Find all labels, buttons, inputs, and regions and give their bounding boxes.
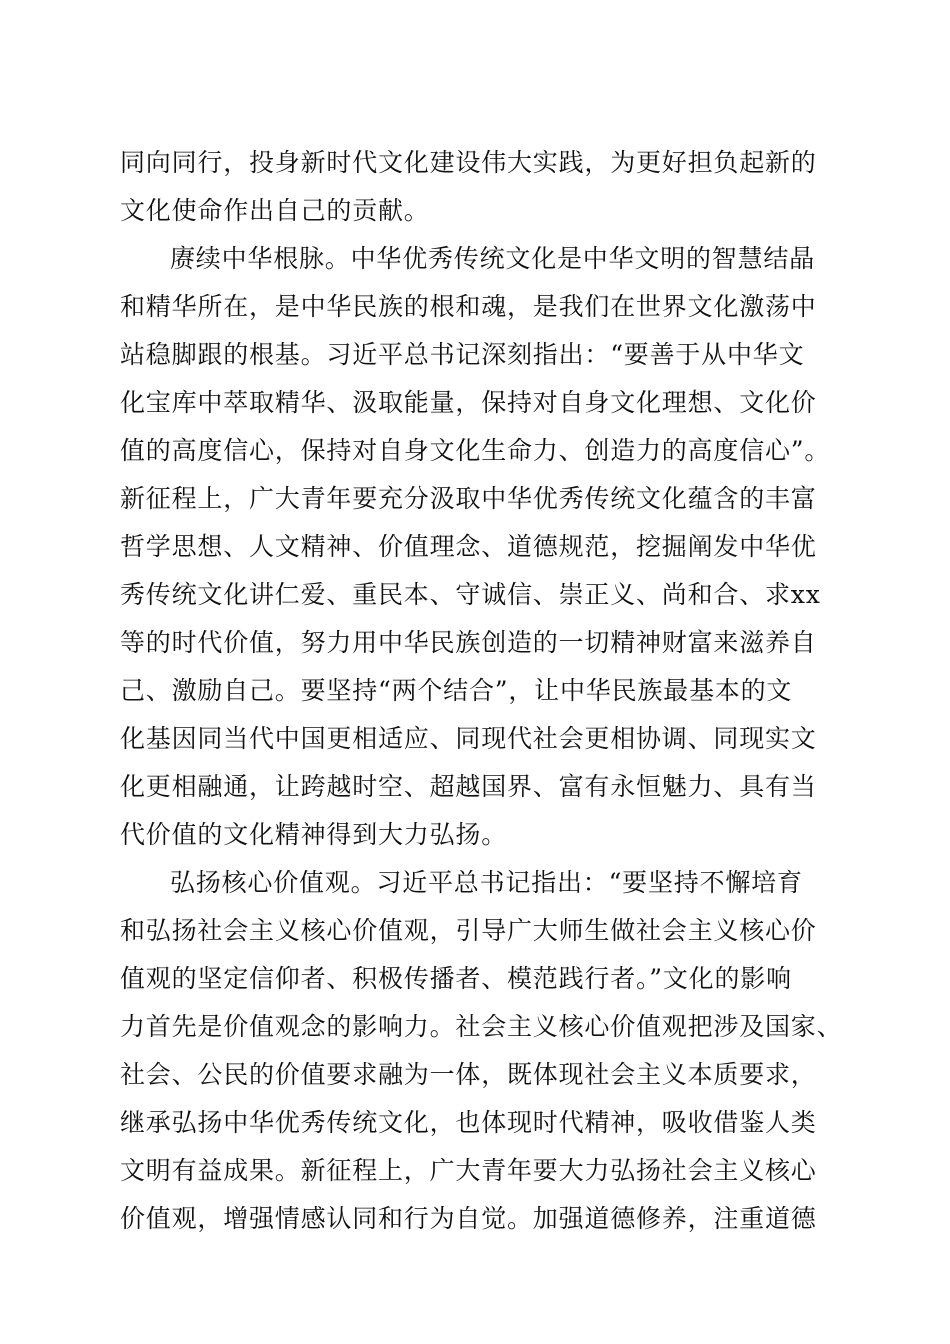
text-line: 哲学思想、人文精神、价值理念、道德规范，挖掘阐发中华优	[120, 532, 817, 561]
text-line: 化宝库中萃取精华、汲取能量，保持对自身文化理想、文化价	[120, 388, 817, 417]
text-line: 和精华所在，是中华民族的根和魂，是我们在世界文化激荡中	[120, 292, 817, 321]
text-line: 文化使命作出自己的贡献。	[120, 196, 430, 225]
section-heading-line: 弘扬核心价值观。习近平总书记指出：“要坚持不懈培育	[170, 868, 803, 897]
document-body	[120, 139, 843, 1243]
text-line: 价值观，增强情感认同和行为自觉。加强道德修养，注重道德	[120, 1204, 817, 1233]
text-line: 力首先是价值观念的影响力。社会主义核心价值观把涉及国家、	[120, 1012, 843, 1041]
text-line: 化基因同当代中国更相适应、同现代社会更相协调、同现实文	[120, 724, 817, 753]
text-line: 秀传统文化讲仁爱、重民本、守诚信、崇正义、尚和合、求xx	[120, 580, 821, 609]
text-line: 继承弘扬中华优秀传统文化，也体现时代精神，吸收借鉴人类	[120, 1108, 817, 1137]
text-line: 和弘扬社会主义核心价值观，引导广大师生做社会主义核心价	[120, 916, 817, 945]
text-line: 新征程上，广大青年要充分汲取中华优秀传统文化蕴含的丰富	[120, 484, 817, 513]
text-line: 同向同行，投身新时代文化建设伟大实践，为更好担负起新的	[120, 148, 817, 177]
text-line: 代价值的文化精神得到大力弘扬。	[120, 820, 508, 849]
text-line: 值的高度信心，保持对自身文化生命力、创造力的高度信心”。	[120, 436, 831, 465]
text-line: 社会、公民的价值要求融为一体，既体现社会主义本质要求，	[120, 1060, 817, 1089]
text-line: 化更相融通，让跨越时空、超越国界、富有永恒魅力、具有当	[120, 772, 817, 801]
section-heading-line: 赓续中华根脉。中华优秀传统文化是中华文明的智慧结晶	[170, 244, 816, 273]
text-line: 文明有益成果。新征程上，广大青年要大力弘扬社会主义核心	[120, 1156, 817, 1185]
text-line: 等的时代价值，努力用中华民族创造的一切精神财富来滋养自	[120, 628, 817, 657]
text-line: 值观的坚定信仰者、积极传播者、模范践行者。”文化的影响	[120, 964, 792, 993]
text-line: 站稳脚跟的根基。习近平总书记深刻指出：“要善于从中华文	[120, 340, 805, 369]
text-line: 己、激励自己。要坚持“两个结合”，让中华民族最基本的文	[120, 676, 793, 705]
